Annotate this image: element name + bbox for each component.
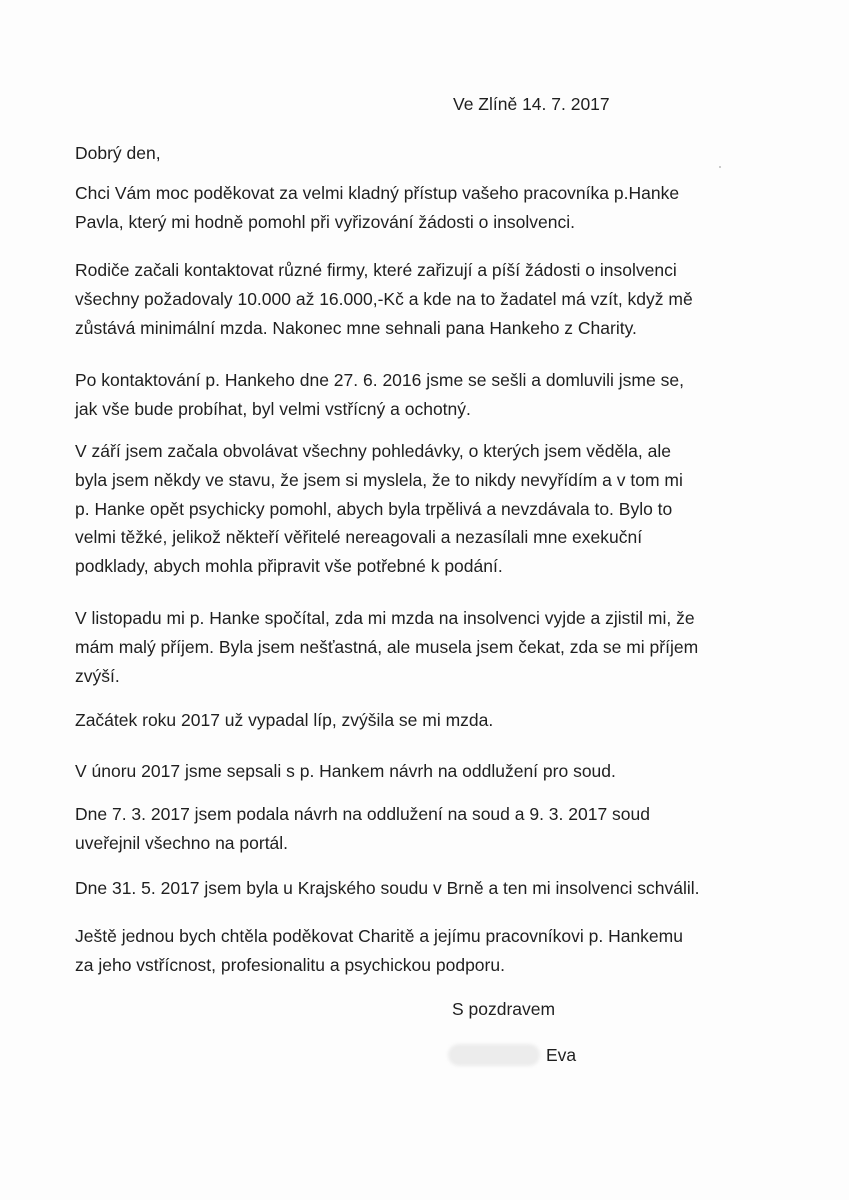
paragraph-parents-contacted-firms bbox=[75, 256, 795, 342]
paragraph-line: byla jsem někdy ve stavu, že jsem si myslela, že to nikdy nevyřídím a v tom mi bbox=[75, 469, 683, 490]
paragraph-line: Rodiče začali kontaktovat různé firmy, které zařizují a píší žádosti o insolvenci bbox=[75, 260, 677, 280]
paragraph-line: zvýší. bbox=[75, 665, 120, 686]
paragraph-line: jak vše bude probíhat, byl velmi vstřícný a ochotný. bbox=[75, 398, 471, 419]
paragraph-line: velmi těžké, jelikož někteří věřitelé nereagovali a nezasílali mne exekuční bbox=[75, 527, 643, 548]
paragraph-line: V listopadu mi p. Hanke spočítal, zda mi mzda na insolvenci vyjde a zjistil mi, že bbox=[75, 608, 695, 628]
paragraph-line: uveřejnil všechno na portál. bbox=[75, 832, 289, 853]
letter-date: Ve Zlíně 14. 7. 2017 bbox=[453, 94, 610, 114]
paragraph-line: Dne 7. 3. 2017 jsem podala návrh na oddlužení na soud a 9. 3. 2017 soud bbox=[75, 804, 651, 824]
paragraph-line: zůstává minimální mzda. Nakonec mne sehnali pana Hankeho z Charity. bbox=[75, 317, 637, 338]
paragraph-line: Po kontaktování p. Hankeho dne 27. 6. 2016 jsme se sešli a domluvili jsme se, bbox=[75, 370, 684, 390]
paragraph-november-calculation bbox=[75, 604, 795, 690]
signature-name: Eva bbox=[546, 1045, 577, 1065]
paragraph-thanks bbox=[75, 179, 795, 237]
paragraph-line: V únoru 2017 jsme sepsali s p. Hankem návrh na oddlužení pro soud. bbox=[75, 761, 616, 781]
paragraph-line: Pavla, který mi hodně pomohl při vyřizování žádosti o insolvenci. bbox=[75, 211, 575, 232]
paragraph-claims-collection bbox=[75, 437, 795, 581]
paragraph-line: podklady, abych mohla připravit vše potřebné k podání. bbox=[75, 556, 503, 577]
closing: S pozdravem bbox=[452, 999, 556, 1019]
greeting: Dobrý den, bbox=[75, 143, 161, 163]
paragraph-first-meeting bbox=[75, 366, 795, 424]
paragraph-line: p. Hanke opět psychicky pomohl, abych byla trpělivá a nevzdávala to. Bylo to bbox=[75, 498, 673, 519]
paragraph-line: Chci Vám moc poděkovat za velmi kladný přístup vašeho pracovníka p.Hanke bbox=[75, 183, 680, 203]
paragraph-filing bbox=[75, 800, 795, 858]
paragraph-line: V září jsem začala obvolávat všechny pohledávky, o kterých jsem věděla, ale bbox=[75, 441, 671, 461]
redacted-surname bbox=[448, 1044, 540, 1066]
scan-speck bbox=[719, 166, 721, 168]
paragraph-line: Začátek roku 2017 už vypadal líp, zvýšila se mi mzda. bbox=[75, 710, 494, 730]
paragraph-february-2017 bbox=[75, 757, 795, 786]
paragraph-line: Ještě jednou bych chtěla poděkovat Charitě a jejímu pracovníkovi p. Hankemu bbox=[75, 926, 683, 946]
paragraph-early-2017 bbox=[75, 706, 795, 735]
paragraph-line: Dne 31. 5. 2017 jsem byla u Krajského soudu v Brně a ten mi insolvenci schválil. bbox=[75, 878, 700, 898]
signature bbox=[448, 1042, 576, 1068]
paragraph-line: za jeho vstřícnost, profesionalitu a psychickou podporu. bbox=[75, 954, 505, 975]
paragraph-final-thanks bbox=[75, 922, 795, 980]
paragraph-line: mám malý příjem. Byla jsem nešťastná, ale musela jsem čekat, zda se mi příjem bbox=[75, 636, 699, 657]
paragraph-court-approval bbox=[75, 874, 795, 903]
paragraph-line: všechny požadovaly 10.000 až 16.000,-Kč a kde na to žadatel má vzít, když mě bbox=[75, 288, 693, 309]
